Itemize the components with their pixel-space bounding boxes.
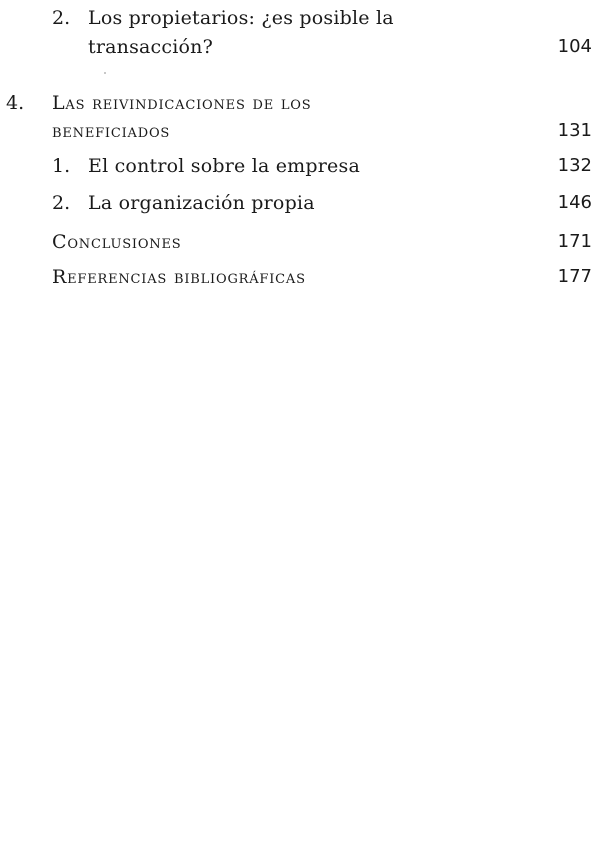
toc-page-number: 177 (557, 266, 592, 287)
toc-page-number: 104 (557, 36, 592, 57)
chapter-title-line1: Las reivindicaciones de los (52, 92, 312, 114)
toc-entry-title-line2: transacción? (88, 36, 213, 58)
toc-entry-title: El control sobre la empresa (88, 155, 360, 177)
toc-entry-number: 1. (52, 155, 71, 177)
toc-entry-title: La organización propia (88, 192, 315, 214)
toc-page-number: 131 (557, 120, 592, 141)
toc-entry-number: 2. (52, 7, 71, 29)
chapter-title-line2: beneficiados (52, 120, 171, 142)
chapter-number: 4. (6, 92, 25, 114)
toc-conclusions[interactable] (0, 229, 600, 259)
toc-entry-organizacion[interactable] (0, 190, 600, 220)
toc-page-number: 146 (557, 192, 592, 213)
toc-entry-number: 2. (52, 192, 71, 214)
toc-chapter-4[interactable] (0, 88, 600, 148)
toc-entry-propietarios[interactable] (0, 0, 600, 60)
references-title: Referencias bibliográficas (52, 266, 306, 288)
toc-entry-title-line1: Los propietarios: ¿es posible la (88, 7, 394, 29)
toc-page-number: 132 (557, 155, 592, 176)
toc-entry-control[interactable] (0, 153, 600, 183)
toc-references[interactable] (0, 264, 600, 294)
print-mark (104, 72, 106, 74)
conclusions-title: Conclusiones (52, 231, 182, 253)
toc-page-number: 171 (557, 231, 592, 252)
